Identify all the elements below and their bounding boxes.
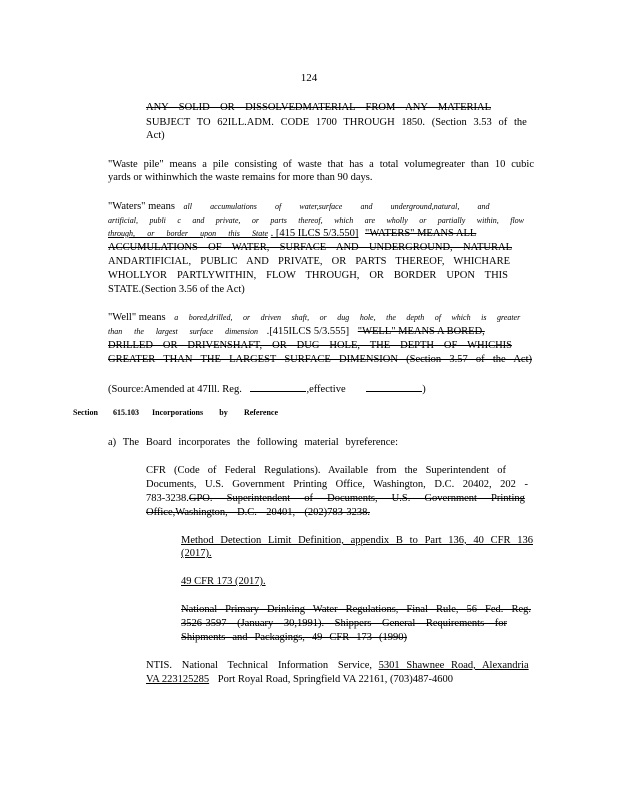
well-line4: GREATER THAN THE LARGEST SURFACE DIMENSION (Section 3.57 of the Act) bbox=[108, 354, 532, 365]
waters-line4: ACCUMULATIONS OF WATER, SURFACE AND UNDERGROUND, NATURAL bbox=[108, 242, 512, 253]
npdwr-line3: Shipments and Packagings, 49 CFR 173 (1990) bbox=[181, 632, 407, 643]
waters-def-3: through, or border upon this State bbox=[108, 229, 268, 238]
source-blank-volume bbox=[250, 381, 306, 392]
waste-pile-line2: yards or withinwhich the waste remains for more than 90 days. bbox=[108, 172, 373, 183]
waters-line6: WHOLLYOR PARTLYWITHIN, FLOW THROUGH, OR BORDER UPON THIS bbox=[108, 270, 508, 281]
cfr49-line: 49 CFR 173 (2017). bbox=[181, 576, 266, 587]
source-text-a: (Source:Amended at 47Ill. Reg. bbox=[108, 384, 242, 395]
section-title: Incorporations by Reference bbox=[152, 408, 278, 417]
waters-def-1: all accumulations of water,surface and underground,natural, and bbox=[183, 202, 490, 211]
mdl-line1: Method Detection Limit Definition, appendix B to Part 136, 40 CFR 136 bbox=[181, 535, 533, 546]
cfr-line1: CFR (Code of Federal Regulations). Available from the Superintendent of bbox=[146, 465, 506, 476]
cfr-line2: Documents, U.S. Government Printing Office, Washington, D.C. 20402, 202 - bbox=[146, 479, 528, 490]
p1-line2 bbox=[146, 116, 534, 129]
waters-line5: ANDARTIFICIAL, PUBLIC AND PRIVATE, OR PARTS THEREOF, WHICHARE bbox=[108, 256, 510, 267]
waters-struck-1: "WATERS" MEANS ALL bbox=[365, 228, 477, 239]
well-line1 bbox=[108, 311, 534, 324]
ntis-line1-plain: NTIS. National Technical Information Service, bbox=[146, 660, 372, 671]
cfr-line3 bbox=[146, 492, 532, 505]
well-def-2: than the largest surface dimension bbox=[108, 327, 258, 336]
npdwr-line2: 3526-3597 (January 30,1991). Shippers General Requirements for bbox=[181, 618, 507, 629]
source-blank-date bbox=[366, 381, 422, 392]
source-text-c: ) bbox=[422, 384, 426, 395]
well-cite: .[415ILCS 5/3.555] bbox=[266, 326, 350, 337]
page-number: 124 bbox=[300, 72, 318, 84]
well-def-1: a bored,drilled, or driven shaft, or dug hole, the depth of which is greater bbox=[174, 313, 521, 322]
well-struck-1: "WELL" MEANS A BORED, bbox=[357, 326, 485, 337]
waters-line2: artificial, publi c and private, or parts thereof, which are wholly or partially within, flow bbox=[108, 216, 524, 225]
section-label: Section bbox=[73, 408, 98, 417]
p1-line2-b: TO 62ILL.ADM. CODE 1700 THROUGH 1850. (Section 3.53 of the bbox=[196, 117, 527, 128]
ntis-line2-address: Port Royal Road, Springfield VA 22161, (703)487-4600 bbox=[217, 674, 454, 685]
subsection-a: a) The Board incorporates the following material byreference: bbox=[108, 437, 398, 448]
waters-line1 bbox=[108, 200, 534, 213]
well-line2 bbox=[108, 325, 485, 338]
npdwr-line1: National Primary Drinking Water Regulations, Final Rule, 56 Fed. Reg. bbox=[181, 604, 531, 615]
section-number: 615.103 bbox=[113, 408, 139, 417]
cfr-line3-struck: GPO. Superintendent of Documents, U.S. Government Printing bbox=[188, 493, 525, 504]
source-note bbox=[108, 381, 426, 396]
ntis-line2-zip: VA 223125285 bbox=[146, 674, 210, 685]
mdl-line2: (2017). bbox=[181, 548, 212, 559]
waters-term: "Waters" means bbox=[108, 201, 175, 212]
waters-line3 bbox=[108, 227, 476, 240]
waste-pile-line1: "Waste pile" means a pile consisting of waste that has a total volumegreater than 10 cubic bbox=[108, 159, 534, 170]
p1-line2-a: SUBJECT bbox=[146, 117, 191, 128]
ntis-line2 bbox=[146, 673, 453, 686]
cfr-line3-plain: 783-3238. bbox=[146, 493, 189, 504]
waters-cite: . [415 ILCS 5/3.550] bbox=[270, 228, 359, 239]
source-text-b: ,effective bbox=[306, 384, 346, 395]
cfr-line4: Office,Washington, D.C. 20401, (202)783-3238. bbox=[146, 507, 370, 518]
waters-line7: STATE.(Section 3.56 of the Act) bbox=[108, 284, 245, 295]
well-line3: DRILLED OR DRIVENSHAFT, OR DUG HOLE, THE DEPTH OF WHICHIS bbox=[108, 340, 512, 351]
p1-line3: Act) bbox=[146, 130, 165, 141]
ntis-line1-address: 5301 Shawnee Road, Alexandria bbox=[378, 660, 529, 671]
well-term: "Well" means bbox=[108, 312, 166, 323]
ntis-line1 bbox=[146, 659, 530, 672]
p1-line1: ANY SOLID OR DISSOLVEDMATERIAL FROM ANY MATERIAL bbox=[146, 102, 491, 113]
